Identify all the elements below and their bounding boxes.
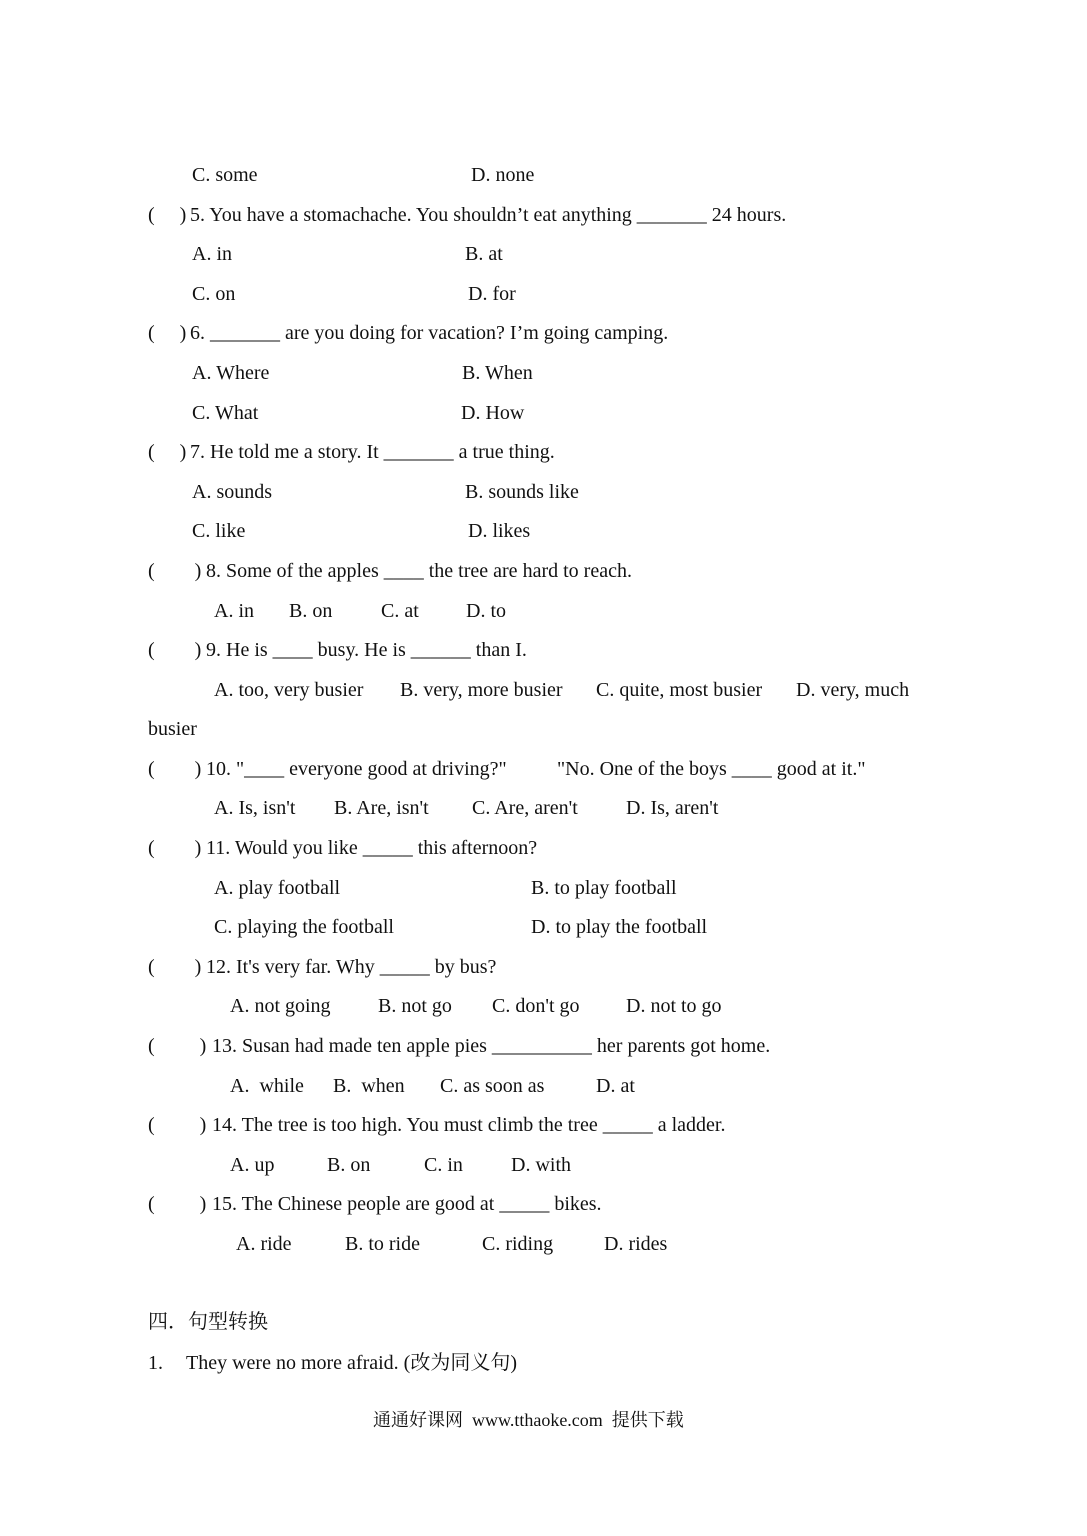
q9-option-d: D. very, much <box>796 679 910 701</box>
q7-option-d: D. likes <box>468 520 531 542</box>
q12-option-c: C. don't go <box>492 995 580 1017</box>
q7-option-c: C. like <box>192 520 246 542</box>
q5-option-a: A. in <box>192 243 232 265</box>
q8-option-d: D. to <box>466 600 506 622</box>
q10-option-c: C. Are, aren't <box>472 797 578 819</box>
q9-option-d-wrap: busier <box>148 718 197 740</box>
q15-stem: 15. The Chinese people are good at _____ bikes. <box>212 1193 602 1215</box>
q10-stem: 10. "____ everyone good at driving?" <box>206 758 507 780</box>
q9-option-c: C. quite, most busier <box>596 679 763 701</box>
q8-stem: 8. Some of the apples ____ the tree are hard to reach. <box>206 560 632 582</box>
q5-option-d: D. for <box>468 283 516 305</box>
q15-option-a: A. ride <box>236 1233 292 1255</box>
q11-option-c: C. playing the football <box>214 916 394 938</box>
q12-option-b: B. not go <box>378 995 452 1017</box>
q13-stem: 13. Susan had made ten apple pies __________ her parents got home. <box>212 1035 771 1057</box>
q12-option-a: A. not going <box>230 995 331 1017</box>
q10-answer-bracket: ( ) <box>148 758 202 780</box>
q10-option-d: D. Is, aren't <box>626 797 719 819</box>
q10-stem-reply: "No. One of the boys ____ good at it." <box>557 758 866 780</box>
q15-option-c: C. riding <box>482 1233 554 1255</box>
q12-option-d: D. not to go <box>626 995 722 1017</box>
q14-stem: 14. The tree is too high. You must climb the tree _____ a ladder. <box>212 1114 726 1136</box>
q13-option-d: D. at <box>596 1075 635 1097</box>
q11-option-d: D. to play the football <box>531 916 708 938</box>
section4-item1-text: They were no more afraid. (改为同义句) <box>186 1352 517 1374</box>
q9-stem: 9. He is ____ busy. He is ______ than I. <box>206 639 527 661</box>
q8-answer-bracket: ( ) <box>148 560 202 582</box>
section-heading: 四．句型转换 <box>148 1311 268 1333</box>
q13-answer-bracket: ( ) <box>148 1035 207 1057</box>
q10-option-b: B. Are, isn't <box>334 797 429 819</box>
q7-option-a: A. sounds <box>192 481 273 503</box>
q14-option-b: B. on <box>327 1154 371 1176</box>
q7-stem: 7. He told me a story. It _______ a true thing. <box>190 441 555 463</box>
q12-answer-bracket: ( ) <box>148 956 202 978</box>
q6-option-d: D. How <box>461 402 525 424</box>
q14-option-d: D. with <box>511 1154 571 1176</box>
q11-answer-bracket: ( ) <box>148 837 202 859</box>
q9-option-b: B. very, more busier <box>400 679 563 701</box>
q13-option-c: C. as soon as <box>440 1075 545 1097</box>
q15-option-b: B. to ride <box>345 1233 420 1255</box>
q14-option-c: C. in <box>424 1154 463 1176</box>
q9-answer-bracket: ( ) <box>148 639 202 661</box>
q6-stem: 6. _______ are you doing for vacation? I’m going camping. <box>190 322 669 344</box>
q11-option-a: A. play football <box>214 877 341 899</box>
page-footer: 通通好课网 www.tthaoke.com 提供下载 <box>373 1410 684 1430</box>
q15-answer-bracket: ( ) <box>148 1193 207 1215</box>
q14-answer-bracket: ( ) <box>148 1114 207 1136</box>
q11-stem: 11. Would you like _____ this afternoon? <box>206 837 538 859</box>
q4-option-c: C. some <box>192 164 258 186</box>
q10-option-a: A. Is, isn't <box>214 797 296 819</box>
q5-stem: 5. You have a stomachache. You shouldn’t eat anything _______ 24 hours. <box>190 204 787 226</box>
q6-option-a: A. Where <box>192 362 270 384</box>
q12-stem: 12. It's very far. Why _____ by bus? <box>206 956 497 978</box>
q6-option-b: B. When <box>462 362 533 384</box>
q7-answer-bracket: ( ) <box>148 441 187 463</box>
q13-option-b: B. when <box>333 1075 405 1097</box>
q5-option-b: B. at <box>465 243 503 265</box>
q4-option-d: D. none <box>471 164 535 186</box>
q8-option-b: B. on <box>289 600 333 622</box>
q5-option-c: C. on <box>192 283 236 305</box>
section4-item1-number: 1. <box>148 1352 163 1374</box>
q11-option-b: B. to play football <box>531 877 677 899</box>
q6-answer-bracket: ( ) <box>148 322 187 344</box>
q8-option-c: C. at <box>381 600 419 622</box>
q13-option-a: A. while <box>230 1075 304 1097</box>
q5-answer-bracket: ( ) <box>148 204 187 226</box>
q7-option-b: B. sounds like <box>465 481 579 503</box>
q6-option-c: C. What <box>192 402 259 424</box>
q8-option-a: A. in <box>214 600 254 622</box>
q15-option-d: D. rides <box>604 1233 668 1255</box>
q14-option-a: A. up <box>230 1154 275 1176</box>
q9-option-a: A. too, very busier <box>214 679 364 701</box>
